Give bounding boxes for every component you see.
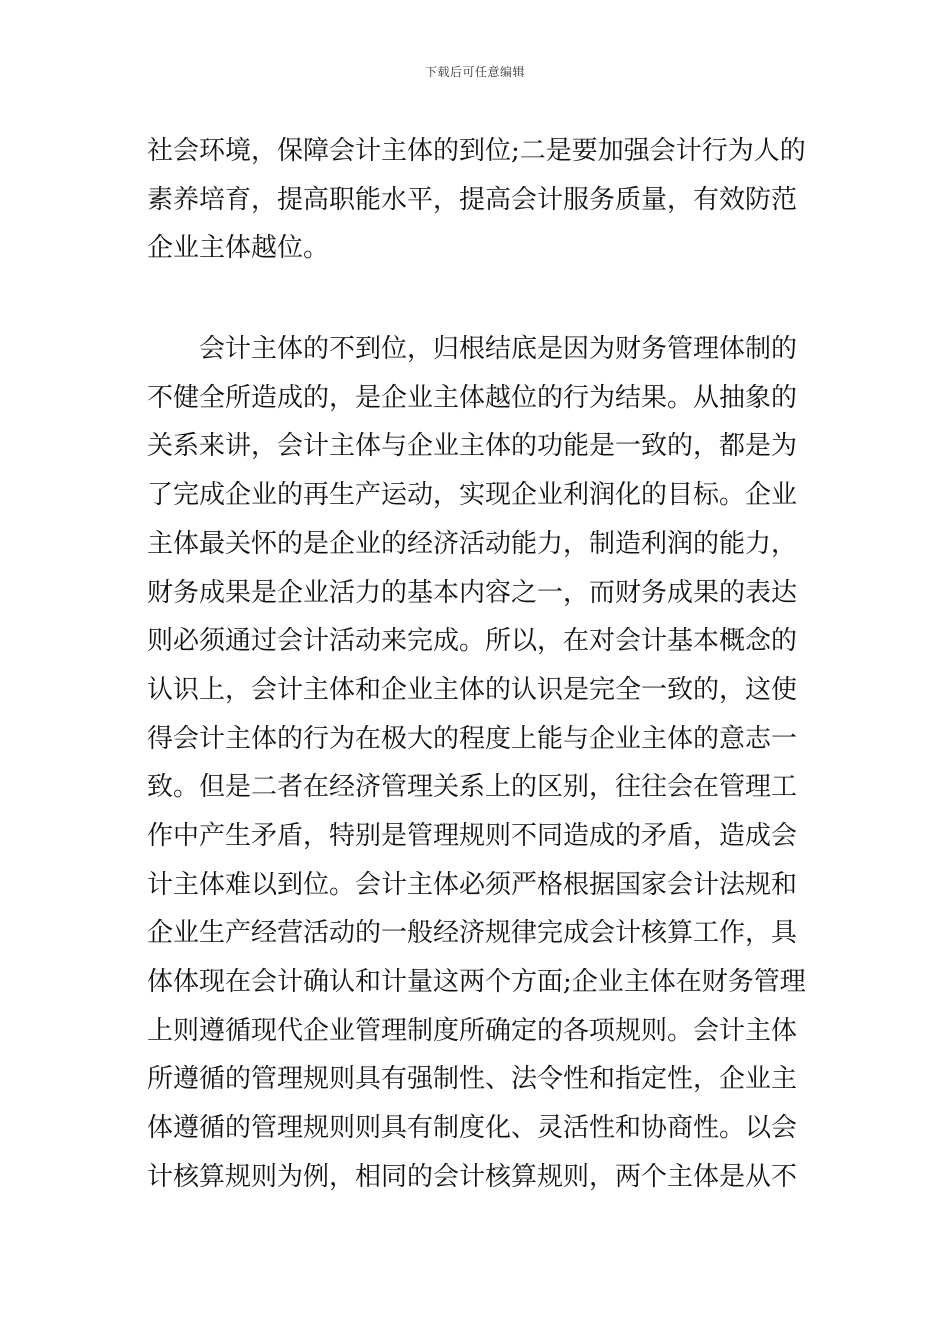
text-line: 体体现在会计确认和计量这两个方面;企业主体在财务管理 bbox=[147, 967, 806, 997]
text-line: 致。但是二者在经济管理关系上的区别，往往会在管理工 bbox=[147, 772, 798, 803]
paragraph-2 bbox=[147, 325, 807, 1201]
text-line: 作中产生矛盾，特别是管理规则不同造成的矛盾，造成会 bbox=[147, 820, 798, 851]
text-line: 企业主体越位。 bbox=[147, 233, 330, 264]
document-body bbox=[147, 127, 807, 1201]
text-line: 认识上，会计主体和企业主体的认识是完全一致的，这使 bbox=[147, 674, 798, 705]
text-line: 主体最关怀的是企业的经济活动能力，制造利润的能力， bbox=[147, 528, 798, 559]
text-line: 体遵循的管理规则则具有制度化、灵活性和协商性。以会 bbox=[147, 1113, 798, 1144]
paragraph-1 bbox=[147, 127, 807, 273]
text-line: 计主体难以到位。会计主体必须严格根据国家会计法规和 bbox=[147, 869, 798, 900]
text-line: 社会环境，保障会计主体的到位;二是要加强会计行为人的 bbox=[147, 136, 806, 166]
text-line-first-indented: 会计主体的不到位，归根结底是因为财务管理体制的 bbox=[199, 334, 798, 365]
text-line: 不健全所造成的，是企业主体越位的行为结果。从抽象的 bbox=[147, 382, 798, 413]
text-line: 则必须通过会计活动来完成。所以，在对会计基本概念的 bbox=[147, 626, 798, 657]
text-line: 上则遵循现代企业管理制度所确定的各项规则。会计主体 bbox=[147, 1015, 798, 1046]
text-line: 计核算规则为例，相同的会计核算规则，两个主体是从不 bbox=[147, 1161, 798, 1192]
paragraph-gap bbox=[147, 273, 807, 325]
text-line: 了完成企业的再生产运动，实现企业利润化的目标。企业 bbox=[147, 480, 798, 511]
text-line: 素养培育，提高职能水平，提高会计服务质量，有效防范 bbox=[147, 184, 798, 215]
text-line: 财务成果是企业活力的基本内容之一，而财务成果的表达 bbox=[147, 577, 798, 608]
page-header-note: 下载后可任意编辑 bbox=[424, 65, 525, 79]
text-line: 企业生产经营活动的一般经济规律完成会计核算工作，具 bbox=[147, 918, 798, 949]
text-line: 得会计主体的行为在极大的程度上能与企业主体的意志一 bbox=[147, 723, 798, 754]
text-line: 关系来讲，会计主体与企业主体的功能是一致的，都是为 bbox=[147, 431, 798, 462]
text-line: 所遵循的管理规则具有强制性、法令性和指定性，企业主 bbox=[147, 1064, 798, 1095]
